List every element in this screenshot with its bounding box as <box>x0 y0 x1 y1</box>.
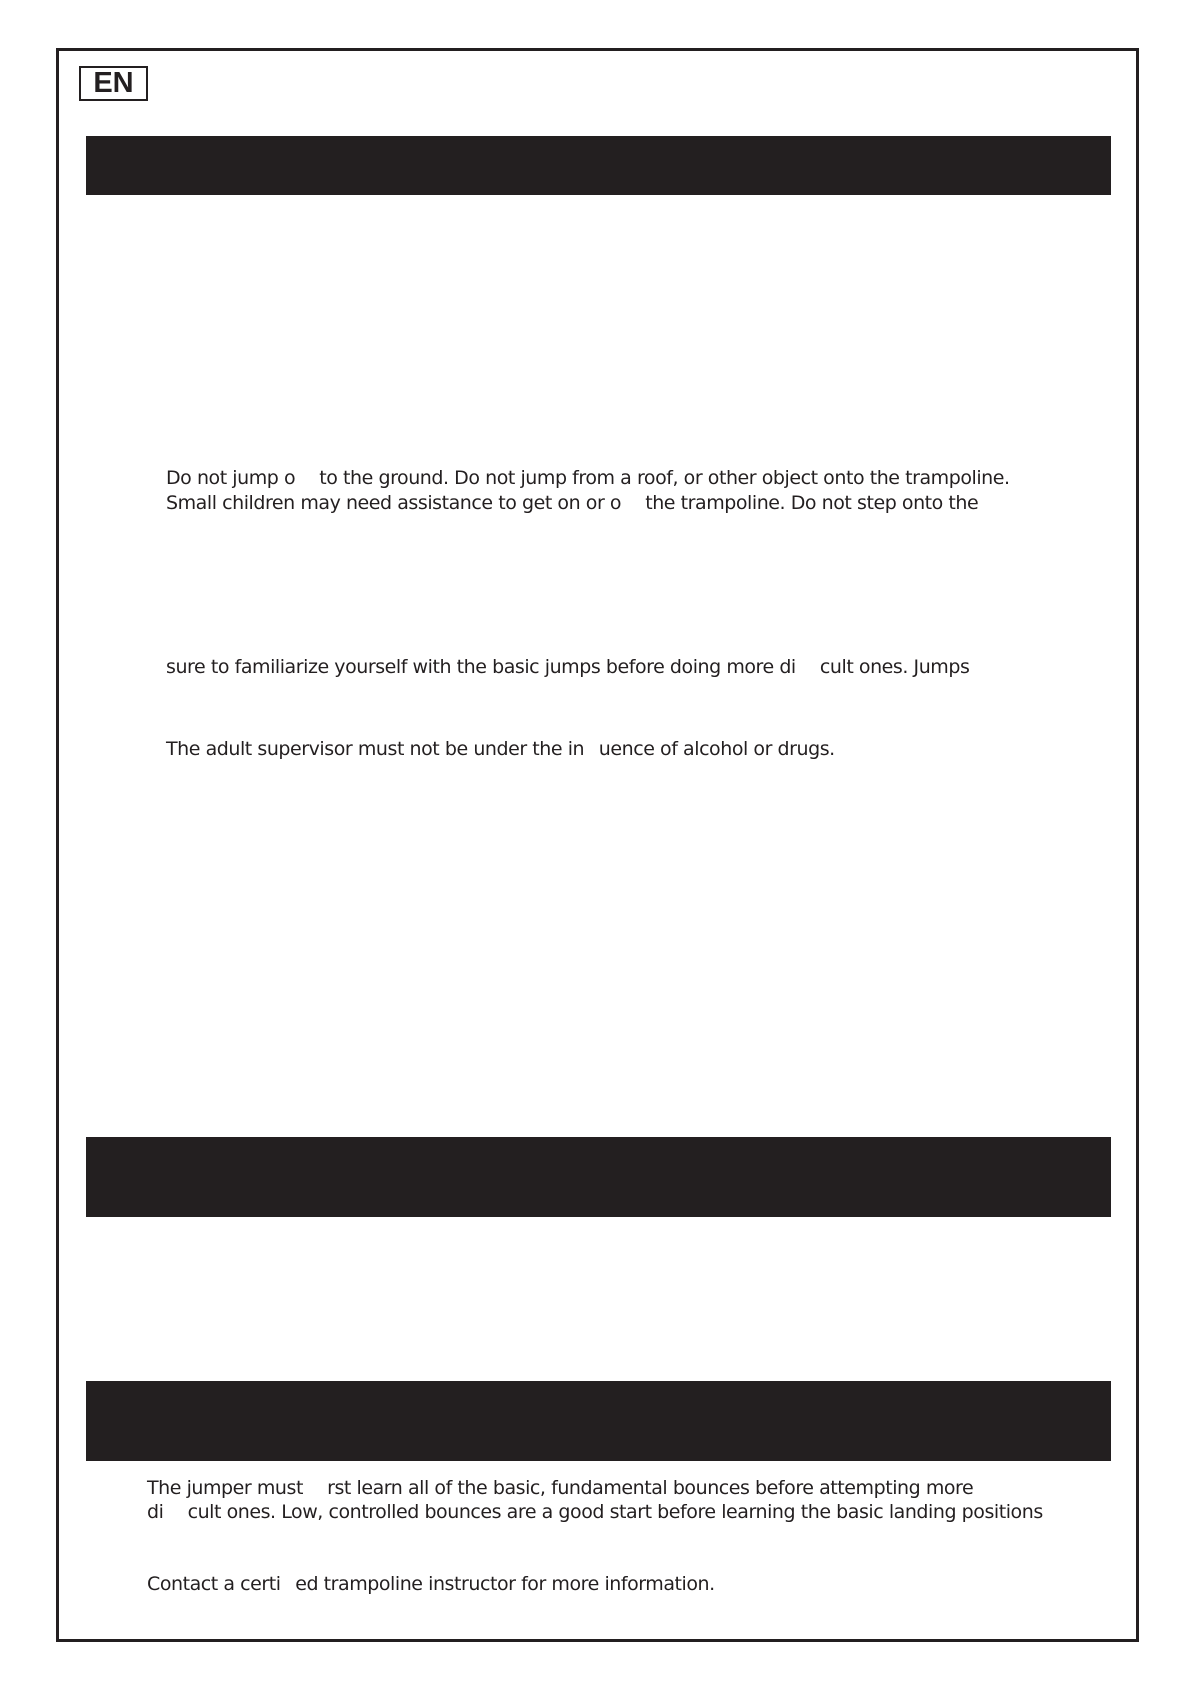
body-text-line: Small children may need assistance to get on or o the trampoline. Do not step onto the <box>166 492 979 514</box>
section-heading-bar-3 <box>86 1381 1111 1461</box>
section-heading-bar-1 <box>86 136 1111 195</box>
language-badge: EN <box>79 66 148 101</box>
body-text-line: Contact a certi ed trampoline instructor for more information. <box>147 1573 715 1595</box>
body-text-line: di cult ones. Low, controlled bounces are a good start before learning the basic landing positions <box>147 1501 1043 1523</box>
body-text-line: The adult supervisor must not be under the in uence of alcohol or drugs. <box>166 738 835 760</box>
body-text-line: sure to familiarize yourself with the basic jumps before doing more di cult ones. Jumps <box>166 656 970 678</box>
section-heading-bar-2 <box>86 1137 1111 1217</box>
body-text-line: Do not jump o to the ground. Do not jump from a roof, or other object onto the trampoline. <box>166 467 1010 489</box>
body-text-line: The jumper must rst learn all of the basic, fundamental bounces before attempting more <box>147 1477 974 1499</box>
